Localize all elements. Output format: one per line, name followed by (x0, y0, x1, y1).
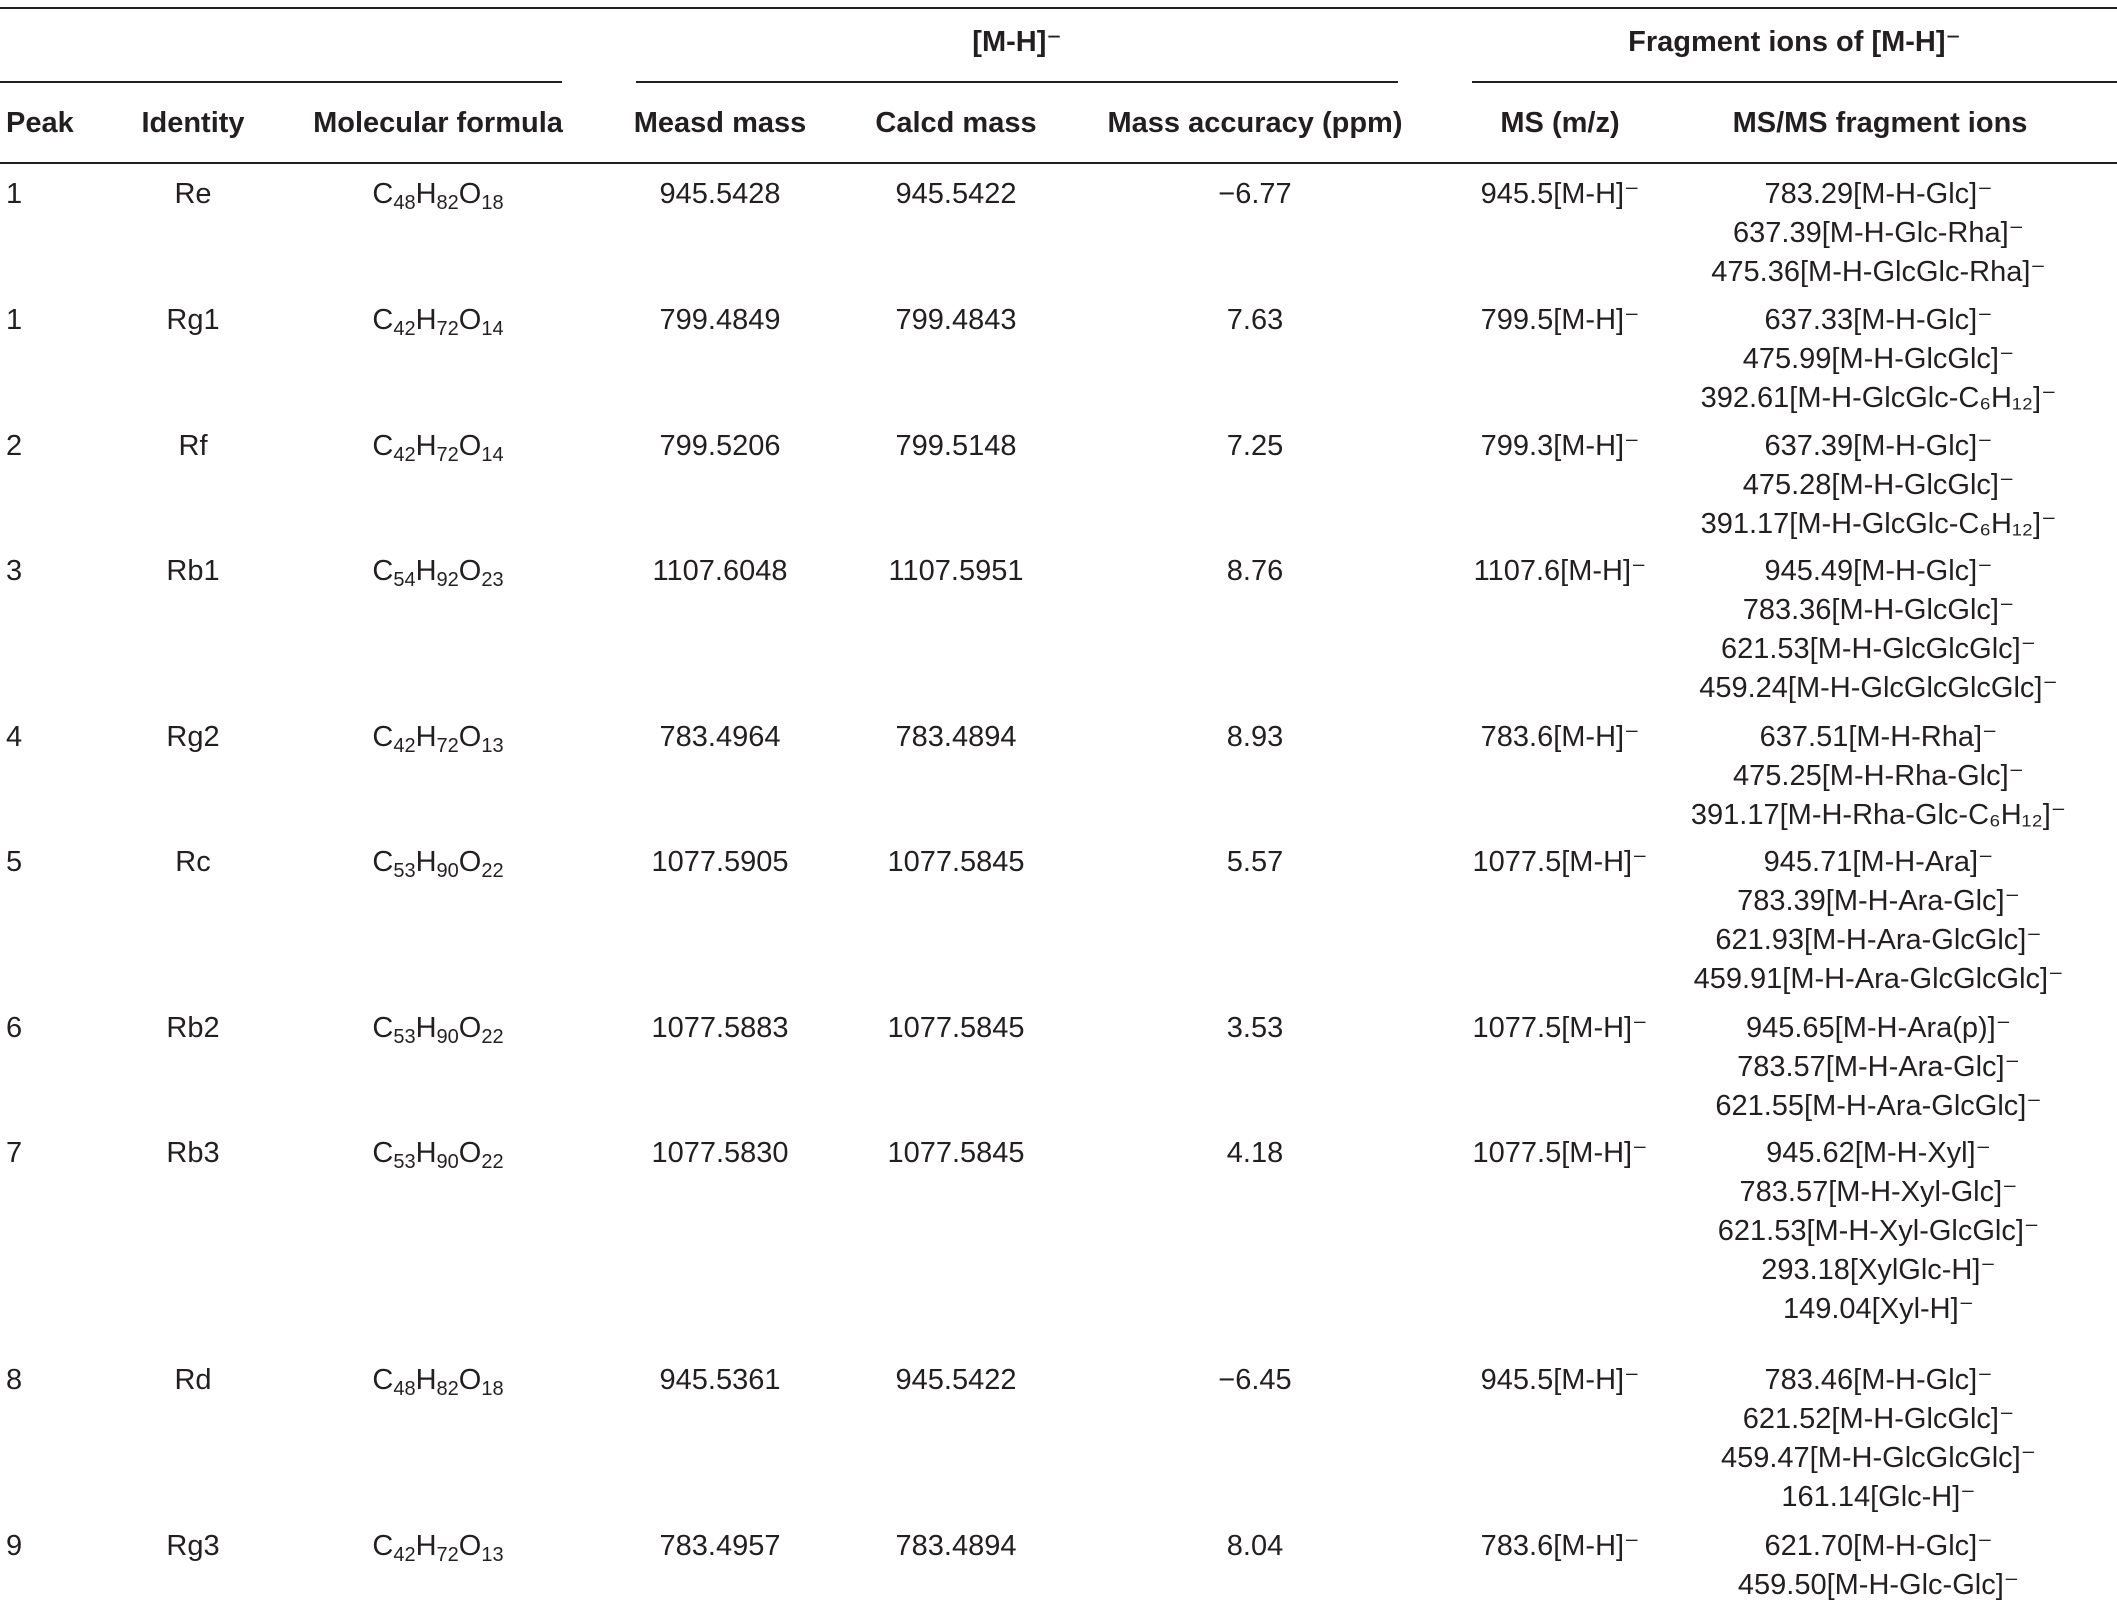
formula-subscript: 53 (393, 860, 416, 882)
element-symbol: O (458, 1364, 482, 1396)
formula-subscript: 42 (393, 735, 416, 757)
element-symbol: C (372, 304, 394, 336)
ms-mz-cell: 783.6[M-H]⁻ (1480, 1530, 1640, 1562)
calcd-mass-cell: 799.4843 (895, 304, 1017, 336)
col-header-measd: Measd mass (633, 107, 807, 139)
fragment-ion: 475.99[M-H-GlcGlc]⁻ (1742, 343, 2015, 375)
fragment-ion: 149.04[Xyl-H]⁻ (1782, 1293, 1974, 1325)
col-header-accuracy: Mass accuracy (ppm) (1107, 107, 1403, 139)
element-symbol: H (415, 555, 437, 587)
element-symbol: C (372, 1364, 394, 1396)
group-header-mh: [M-H]⁻ (972, 26, 1062, 58)
formula-cell (288, 301, 588, 340)
measd-mass-cell: 1077.5905 (651, 846, 789, 878)
fragment-ion: 161.14[Glc-H]⁻ (1781, 1481, 1976, 1513)
fragment-ion: 621.93[M-H-Ara-GlcGlc]⁻ (1715, 924, 2042, 956)
peak-cell: 2 (6, 430, 23, 462)
mass-accuracy-cell: 4.18 (1226, 1137, 1284, 1169)
element-symbol: C (372, 1012, 394, 1044)
calcd-mass-cell: 945.5422 (895, 1364, 1017, 1396)
msms-fragments-cell (1640, 1009, 2117, 1126)
fragment-ion: 945.62[M-H-Xyl]⁻ (1766, 1137, 1991, 1169)
msms-fragments-cell (1640, 301, 2117, 418)
ms-mz-cell: 783.6[M-H]⁻ (1480, 721, 1640, 753)
ms-mz-cell: 1077.5[M-H]⁻ (1472, 1137, 1648, 1169)
msms-fragments-cell (1640, 1527, 2117, 1605)
msms-fragments-cell (1640, 1361, 2117, 1517)
fragment-ion: 293.18[XylGlc-H]⁻ (1761, 1254, 1996, 1286)
element-symbol: O (458, 846, 482, 878)
measd-mass-cell: 799.4849 (659, 304, 781, 336)
ms-mz-cell: 1077.5[M-H]⁻ (1472, 846, 1648, 878)
col-header-identity: Identity (141, 107, 245, 139)
fragment-ion: 945.71[M-H-Ara]⁻ (1763, 846, 1994, 878)
formula-subscript: 13 (481, 1544, 504, 1566)
formula-subscript: 72 (436, 1544, 459, 1566)
col-header-ms: MS (m/z) (1500, 107, 1620, 139)
peak-cell: 3 (6, 555, 23, 587)
fragment-ion: 475.36[M-H-GlcGlc-Rha]⁻ (1711, 256, 2046, 288)
formula-subscript: 90 (436, 1026, 459, 1048)
mass-accuracy-cell: 8.76 (1226, 555, 1284, 587)
fragment-ion: 783.29[M-H-Glc]⁻ (1764, 178, 1993, 210)
peak-cell: 1 (6, 304, 23, 336)
formula-subscript: 22 (481, 860, 504, 882)
formula-cell (288, 1527, 588, 1566)
element-symbol: C (372, 1530, 394, 1562)
identity-cell: Rg3 (166, 1530, 220, 1562)
calcd-mass-cell: 1077.5845 (887, 1137, 1025, 1169)
msms-fragments-cell (1640, 1134, 2117, 1329)
peak-cell: 1 (6, 178, 23, 210)
identity-cell: Rf (178, 430, 208, 462)
mass-accuracy-cell: −6.45 (1218, 1364, 1292, 1396)
fragment-ion: 945.65[M-H-Ara(p)]⁻ (1745, 1012, 2012, 1044)
msms-fragments-cell (1640, 552, 2117, 708)
left-span-rule (0, 81, 562, 83)
fragment-ion: 621.53[M-H-Xyl-GlcGlc]⁻ (1717, 1215, 2040, 1247)
formula-subscript: 92 (436, 569, 459, 591)
formula-subscript: 72 (436, 318, 459, 340)
msms-fragments-cell (1640, 175, 2117, 292)
element-symbol: H (415, 1012, 437, 1044)
fragment-ion: 637.39[M-H-Glc-Rha]⁻ (1733, 217, 2024, 249)
table-top-rule (0, 7, 2117, 9)
fragment-ion: 392.61[M-H-GlcGlc-C₆H₁₂]⁻ (1700, 382, 2057, 414)
formula-cell (288, 1009, 588, 1048)
fragment-ion: 475.25[M-H-Rha-Glc]⁻ (1733, 760, 2024, 792)
mh-span-rule (636, 81, 1398, 83)
fragment-ion: 783.39[M-H-Ara-Glc]⁻ (1737, 885, 2020, 917)
fragment-ion: 783.57[M-H-Ara-Glc]⁻ (1737, 1051, 2020, 1083)
formula-subscript: 22 (481, 1026, 504, 1048)
measd-mass-cell: 1077.5883 (651, 1012, 789, 1044)
mass-accuracy-cell: −6.77 (1218, 178, 1292, 210)
formula-subscript: 72 (436, 735, 459, 757)
element-symbol: O (458, 304, 482, 336)
identity-cell: Re (174, 178, 212, 210)
element-symbol: O (458, 1530, 482, 1562)
measd-mass-cell: 945.5428 (659, 178, 781, 210)
ms-mz-cell: 799.5[M-H]⁻ (1480, 304, 1640, 336)
formula-cell (288, 843, 588, 882)
col-header-calcd: Calcd mass (875, 107, 1037, 139)
formula-subscript: 42 (393, 1544, 416, 1566)
col-header-msms: MS/MS fragment ions (1732, 107, 2028, 139)
fragment-ion: 459.24[M-H-GlcGlcGlcGlc]⁻ (1699, 672, 2058, 704)
element-symbol: O (458, 555, 482, 587)
peak-cell: 7 (6, 1137, 23, 1169)
formula-subscript: 14 (481, 444, 504, 466)
formula-subscript: 54 (393, 569, 416, 591)
element-symbol: C (372, 430, 394, 462)
formula-cell (288, 718, 588, 757)
fragment-ion: 945.49[M-H-Glc]⁻ (1764, 555, 1993, 587)
formula-subscript: 53 (393, 1026, 416, 1048)
mass-accuracy-cell: 3.53 (1226, 1012, 1284, 1044)
identity-cell: Rg2 (166, 721, 220, 753)
ms-mz-cell: 945.5[M-H]⁻ (1480, 1364, 1640, 1396)
element-symbol: O (458, 1012, 482, 1044)
formula-subscript: 90 (436, 1151, 459, 1173)
fragment-ion: 637.33[M-H-Glc]⁻ (1764, 304, 1993, 336)
peak-cell: 9 (6, 1530, 23, 1562)
formula-subscript: 18 (481, 192, 504, 214)
fragments-span-rule (1472, 81, 2117, 83)
msms-fragments-cell (1640, 843, 2117, 999)
fragment-ion: 391.17[M-H-GlcGlc-C₆H₁₂]⁻ (1700, 508, 2057, 540)
formula-subscript: 82 (436, 192, 459, 214)
formula-subscript: 42 (393, 318, 416, 340)
peak-cell: 8 (6, 1364, 23, 1396)
peak-cell: 4 (6, 721, 23, 753)
col-header-peak: Peak (6, 107, 74, 139)
element-symbol: C (372, 1137, 394, 1169)
formula-subscript: 42 (393, 444, 416, 466)
calcd-mass-cell: 1077.5845 (887, 1012, 1025, 1044)
element-symbol: C (372, 555, 394, 587)
element-symbol: O (458, 721, 482, 753)
mass-accuracy-cell: 7.25 (1226, 430, 1284, 462)
fragment-ion: 459.47[M-H-GlcGlcGlc]⁻ (1720, 1442, 2037, 1474)
mass-accuracy-cell: 5.57 (1226, 846, 1284, 878)
fragment-ion: 621.52[M-H-GlcGlc]⁻ (1742, 1403, 2015, 1435)
formula-subscript: 48 (393, 1378, 416, 1400)
element-symbol: H (415, 178, 437, 210)
formula-subscript: 72 (436, 444, 459, 466)
formula-subscript: 90 (436, 860, 459, 882)
formula-subscript: 13 (481, 735, 504, 757)
identity-cell: Rb1 (166, 555, 220, 587)
formula-subscript: 82 (436, 1378, 459, 1400)
fragment-ion: 783.57[M-H-Xyl-Glc]⁻ (1739, 1176, 2018, 1208)
fragment-ion: 475.28[M-H-GlcGlc]⁻ (1742, 469, 2015, 501)
formula-cell (288, 427, 588, 466)
group-header-fragments: Fragment ions of [M-H]⁻ (1628, 26, 1961, 58)
ms-mz-cell: 1107.6[M-H]⁻ (1473, 555, 1647, 587)
identity-cell: Rb2 (166, 1012, 220, 1044)
fragment-ion: 637.39[M-H-Glc]⁻ (1764, 430, 1993, 462)
peak-cell: 6 (6, 1012, 23, 1044)
msms-fragments-cell (1640, 427, 2117, 544)
element-symbol: H (415, 304, 437, 336)
formula-subscript: 53 (393, 1151, 416, 1173)
ms-mz-cell: 1077.5[M-H]⁻ (1472, 1012, 1648, 1044)
measd-mass-cell: 1107.6048 (652, 555, 788, 587)
element-symbol: H (415, 1364, 437, 1396)
calcd-mass-cell: 1077.5845 (887, 846, 1025, 878)
calcd-mass-cell: 1107.5951 (888, 555, 1024, 587)
calcd-mass-cell: 783.4894 (895, 721, 1017, 753)
element-symbol: O (458, 1137, 482, 1169)
formula-cell (288, 1134, 588, 1173)
measd-mass-cell: 783.4964 (659, 721, 781, 753)
calcd-mass-cell: 945.5422 (895, 178, 1017, 210)
fragment-ion: 783.36[M-H-GlcGlc]⁻ (1742, 594, 2015, 626)
msms-fragments-cell (1640, 718, 2117, 835)
element-symbol: O (458, 430, 482, 462)
fragment-ion: 783.46[M-H-Glc]⁻ (1764, 1364, 1993, 1396)
mass-accuracy-cell: 7.63 (1226, 304, 1284, 336)
fragment-ion: 621.70[M-H-Glc]⁻ (1764, 1530, 1993, 1562)
header-bottom-rule (0, 162, 2117, 164)
formula-cell (288, 175, 588, 214)
measd-mass-cell: 945.5361 (659, 1364, 781, 1396)
measd-mass-cell: 783.4957 (659, 1530, 781, 1562)
mass-accuracy-cell: 8.04 (1226, 1530, 1284, 1562)
element-symbol: C (372, 721, 394, 753)
ms-mz-cell: 799.3[M-H]⁻ (1480, 430, 1640, 462)
element-symbol: C (372, 846, 394, 878)
fragment-ion: 459.91[M-H-Ara-GlcGlcGlc]⁻ (1693, 963, 2064, 995)
identity-cell: Rc (175, 846, 211, 878)
formula-subscript: 23 (481, 569, 504, 591)
formula-subscript: 22 (481, 1151, 504, 1173)
measd-mass-cell: 799.5206 (659, 430, 781, 462)
calcd-mass-cell: 799.5148 (895, 430, 1017, 462)
element-symbol: C (372, 178, 394, 210)
fragment-ion: 621.55[M-H-Ara-GlcGlc]⁻ (1715, 1090, 2042, 1122)
formula-subscript: 18 (481, 1378, 504, 1400)
element-symbol: H (415, 846, 437, 878)
fragment-ion: 621.53[M-H-GlcGlcGlc]⁻ (1720, 633, 2037, 665)
identity-cell: Rd (174, 1364, 212, 1396)
identity-cell: Rb3 (166, 1137, 220, 1169)
measd-mass-cell: 1077.5830 (651, 1137, 789, 1169)
formula-cell (288, 552, 588, 591)
element-symbol: H (415, 430, 437, 462)
fragment-ion: 637.51[M-H-Rha]⁻ (1759, 721, 1998, 753)
element-symbol: H (415, 721, 437, 753)
identity-cell: Rg1 (166, 304, 220, 336)
element-symbol: H (415, 1530, 437, 1562)
peak-cell: 5 (6, 846, 23, 878)
ms-mz-cell: 945.5[M-H]⁻ (1480, 178, 1640, 210)
col-header-formula: Molecular formula (313, 107, 563, 139)
formula-subscript: 48 (393, 192, 416, 214)
fragment-ion: 459.50[M-H-Glc-Glc]⁻ (1737, 1569, 2020, 1601)
element-symbol: H (415, 1137, 437, 1169)
formula-subscript: 14 (481, 318, 504, 340)
fragment-ion: 391.17[M-H-Rha-Glc-C₆H₁₂]⁻ (1690, 799, 2067, 831)
calcd-mass-cell: 783.4894 (895, 1530, 1017, 1562)
mass-accuracy-cell: 8.93 (1226, 721, 1284, 753)
formula-cell (288, 1361, 588, 1400)
element-symbol: O (458, 178, 482, 210)
